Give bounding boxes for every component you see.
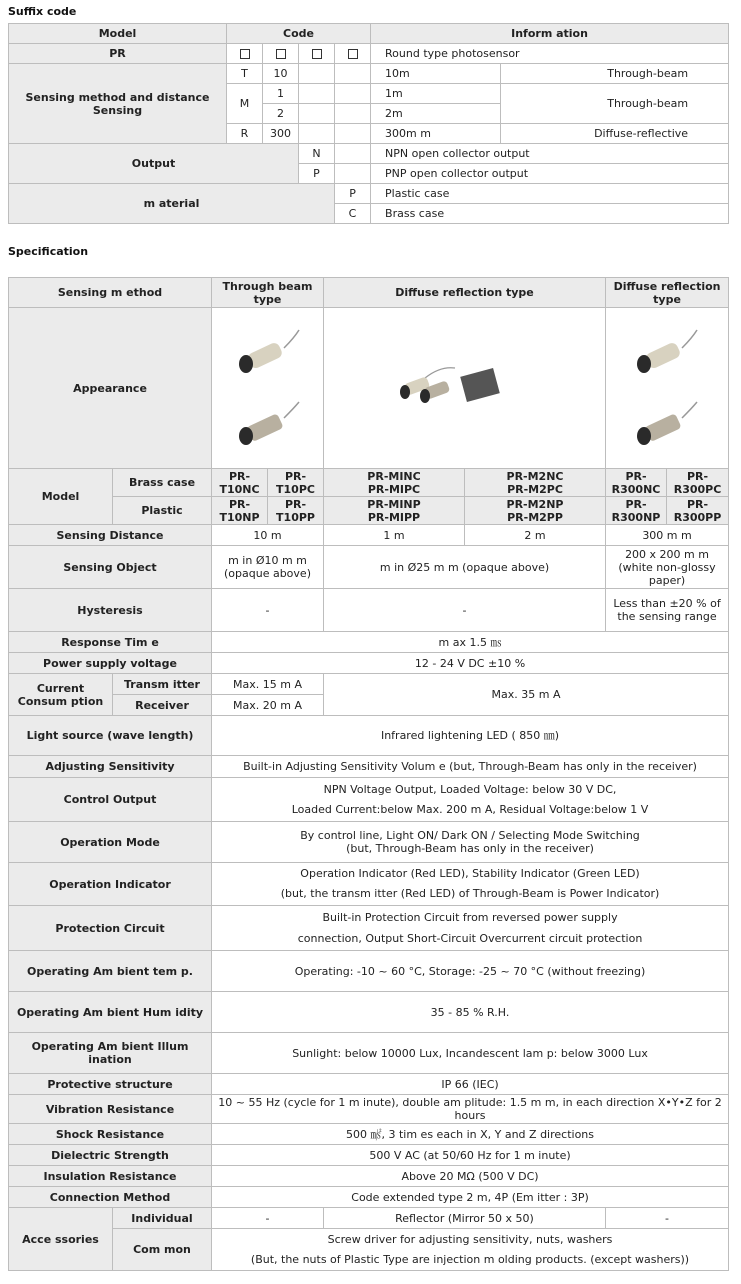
sensing-object-label: Sensing Object [9,546,212,589]
hysteresis-r300: Less than ±20 % of the sensing range [606,589,729,632]
suffix-code-table [8,23,729,224]
individual-through: - [212,1208,324,1229]
specification-table [8,277,729,1271]
adjusting-sensitivity-value: Built-in Adjusting Sensitivity Volum e (but, Through-Beam has only in the receiver) [212,756,729,778]
sensing-letter-r: R [227,124,263,144]
sensing-code-300: 300 [263,124,299,144]
output-code-n: N [299,144,335,164]
protective-structure-label: Protective structure [9,1074,212,1095]
code-header: Code [227,24,371,44]
suffix-code-title: Suffix code [8,5,77,18]
distance-m1: 1 m [324,525,465,546]
model-m1-plastic: PR-MINP PR-MIPP [324,497,465,525]
connection-method-label: Connection Method [9,1187,212,1208]
power-supply-value: 12 - 24 V DC ±10 % [212,653,729,674]
ambient-temp-value: Operating: -10 ~ 60 °C, Storage: -25 ~ 70 °C (without freezing) [212,951,729,992]
through-beam-image [212,308,324,469]
object-through: m in Ø10 m m (opaque above) [212,546,324,589]
through-beam-header: Through beam type [212,278,324,308]
sensing-distance-300m: 300m m [371,124,501,144]
light-source-label: Light source (wave length) [9,716,212,756]
sensing-code-10: 10 [263,64,299,84]
object-diffuse: m in Ø25 m m (opaque above) [324,546,606,589]
individual-r300: - [606,1208,729,1229]
material-info-brass: Brass case [371,204,729,224]
model-label: Model [9,469,113,525]
ambient-temp-label: Operating Am bient tem p. [9,951,212,992]
dielectric-strength-label: Dielectric Strength [9,1145,212,1166]
diffuse-reflection-header-2: Diffuse reflection type [606,278,729,308]
sensor-photo-diffuse [385,358,545,418]
code-box-2 [263,44,299,64]
output-info-npn: NPN open collector output [371,144,729,164]
sensing-distance-10m: 10m [371,64,501,84]
response-time-label: Response Tim e [9,632,212,653]
material-code-c: C [335,204,371,224]
material-label: m aterial [9,184,335,224]
ambient-illumination-label: Operating Am bient Illum ination [9,1033,212,1074]
transmitter-current: Max. 15 m A [212,674,324,695]
model-m1-brass: PR-MINC PR-MIPC [324,469,465,497]
light-source-value: Infrared lightening LED ( 850 ㎚) [212,716,729,756]
model-t10pp: PR-T10PP [268,497,324,525]
current-consumption-label: Current Consum ption [9,674,113,716]
common-label: Com mon [113,1229,212,1271]
receiver-label: Receiver [113,695,212,716]
distance-through: 10 m [212,525,324,546]
diffuse-reflection-image-2 [606,308,729,469]
model-t10nc: PR-T10NC [212,469,268,497]
insulation-resistance-value: Above 20 MΩ (500 V DC) [212,1166,729,1187]
vibration-resistance-value: 10 ~ 55 Hz (cycle for 1 m inute), double am plitude: 1.5 m m, in each direction X•Y•Z for 2 hours [212,1095,729,1124]
diffuse-reflection-image [324,308,606,469]
model-r300pp: PR-R300PP [667,497,729,525]
output-label: Output [9,144,299,184]
material-info-plastic: Plastic case [371,184,729,204]
transmitter-label: Transm itter [113,674,212,695]
accessories-label: Acce ssories [9,1208,113,1271]
sensing-type-through: Through-beam [501,64,729,84]
operation-indicator-value: Operation Indicator (Red LED), Stability Indicator (Green LED) (but, the transm itter (Red LED) of Through-Beam is Power Indicator) [212,863,729,906]
diffuse-reflection-header: Diffuse reflection type [324,278,606,308]
sensor-photo-through [214,308,324,468]
specification-title: Specification [8,245,89,258]
sensor-photo-diffuse-2 [612,308,722,468]
sensing-distance-label: Sensing Distance [9,525,212,546]
sensing-type-through-m: Through-beam [501,84,729,124]
ambient-illumination-value: Sunlight: below 10000 Lux, Incandescent lam p: below 3000 Lux [212,1033,729,1074]
object-r300: 200 x 200 m m (white non-glossy paper) [606,546,729,589]
receiver-current: Max. 20 m A [212,695,324,716]
operation-mode-value: By control line, Light ON/ Dark ON / Selecting Mode Switching (but, Through-Beam has only in the receiver) [212,822,729,863]
adjusting-sensitivity-label: Adjusting Sensitivity [9,756,212,778]
information-header: Inform ation [371,24,729,44]
response-time-value: m ax 1.5 ㎳ [212,632,729,653]
code-box-3 [299,44,335,64]
output-code-p: P [299,164,335,184]
common-accessories-value: Screw driver for adjusting sensitivity, nuts, washers (But, the nuts of Plastic Type are injection m olding products. (except washers)) [212,1229,729,1271]
sensing-distance-1m: 1m [371,84,501,104]
operation-mode-label: Operation Mode [9,822,212,863]
code-box-1 [227,44,263,64]
sensing-letter-m: M [227,84,263,124]
appearance-label: Appearance [9,308,212,469]
hysteresis-diffuse: - [324,589,606,632]
sensing-type-diffuse: Diffuse-reflective [501,124,729,144]
shock-resistance-label: Shock Resistance [9,1124,212,1145]
distance-r300: 300 m m [606,525,729,546]
sensing-distance-2m: 2m [371,104,501,124]
code-box-4 [335,44,371,64]
model-t10np: PR-T10NP [212,497,268,525]
control-output-value: NPN Voltage Output, Loaded Voltage: below 30 V DC, Loaded Current:below Max. 200 m A, Residual Voltage:below 1 V [212,778,729,822]
material-code-p: P [335,184,371,204]
protection-circuit-value: Built-in Protection Circuit from reversed power supply connection, Output Short-Circuit Overcurrent circuit protection [212,906,729,951]
plastic-label: Plastic [113,497,212,525]
protective-structure-value: IP 66 (IEC) [212,1074,729,1095]
shock-resistance-value: 500 ㎨, 3 tim es each in X, Y and Z directions [212,1124,729,1145]
brass-case-label: Brass case [113,469,212,497]
dielectric-strength-value: 500 V AC (at 50/60 Hz for 1 m inute) [212,1145,729,1166]
model-r300nc: PR-R300NC [606,469,667,497]
ambient-humidity-label: Operating Am bient Hum idity [9,992,212,1033]
other-current: Max. 35 m A [324,674,729,716]
power-supply-label: Power supply voltage [9,653,212,674]
pr-info: Round type photosensor [371,44,729,64]
model-t10pc: PR-T10PC [268,469,324,497]
pr-label: PR [9,44,227,64]
operation-indicator-label: Operation Indicator [9,863,212,906]
sensing-method-header: Sensing m ethod [9,278,212,308]
hysteresis-through: - [212,589,324,632]
distance-m2: 2 m [465,525,606,546]
model-r300np: PR-R300NP [606,497,667,525]
individual-reflector: Reflector (Mirror 50 x 50) [324,1208,606,1229]
model-m2-brass: PR-M2NC PR-M2PC [465,469,606,497]
sensing-label: Sensing method and distance Sensing [9,64,227,144]
hysteresis-label: Hysteresis [9,589,212,632]
individual-label: Individual [113,1208,212,1229]
protection-circuit-label: Protection Circuit [9,906,212,951]
output-info-pnp: PNP open collector output [371,164,729,184]
ambient-humidity-value: 35 - 85 % R.H. [212,992,729,1033]
sensing-code-1: 1 [263,84,299,104]
sensing-code-2: 2 [263,104,299,124]
vibration-resistance-label: Vibration Resistance [9,1095,212,1124]
model-m2-plastic: PR-M2NP PR-M2PP [465,497,606,525]
connection-method-value: Code extended type 2 m, 4P (Em itter : 3P) [212,1187,729,1208]
model-header: Model [9,24,227,44]
insulation-resistance-label: Insulation Resistance [9,1166,212,1187]
model-r300pc: PR-R300PC [667,469,729,497]
sensing-letter-t: T [227,64,263,84]
control-output-label: Control Output [9,778,212,822]
